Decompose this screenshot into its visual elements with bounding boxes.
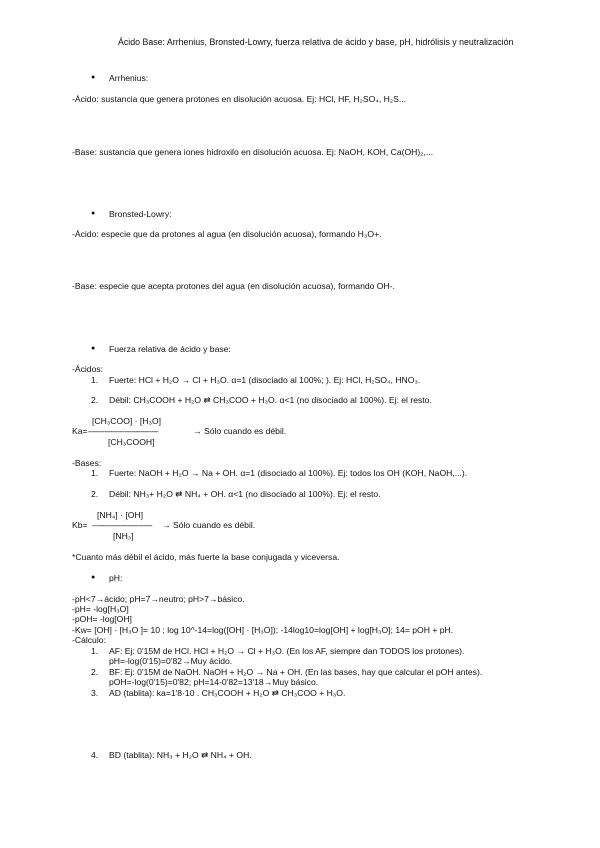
bullet-icon: ● [91,574,96,581]
kb-note: → Sólo cuando es débil. [162,520,256,530]
arrhenius-heading: Arrhenius: [109,73,149,83]
bronsted-heading: Bronsted-Lowry: [109,209,172,219]
ph-line: -pOH= -log[OH] [72,614,132,624]
list-number: 2. [91,489,99,499]
ka-fraction-bar: ------------------------------- [88,426,159,436]
list-number: 2. [91,667,99,677]
nota-conjugada: *Cuanto más débil el ácido, más fuerte la base conjugada y viceversa. [72,552,340,562]
ph-line: -pH<7→ácido; pH=7→neutro; pH>7→básico. [72,594,245,604]
bases-label: -Bases: [72,458,102,468]
bullet-icon: ● [91,210,96,217]
kb-lhs: Kb= [72,520,88,530]
arrhenius-acid-definition: -Ácido: sustancia que genera protones en disolución acuosa. Ej: HCl, HF, H₂SO₄, H₂S... [72,94,407,104]
ph-line: -Cálculo: [72,635,106,645]
kb-denominator: [NH₃] [113,531,134,541]
list-number: 3. [91,688,99,698]
list-number: 1. [91,646,99,656]
ph-line: -Kw= [OH] · [H₃O ]= 10 ; log 10^-14=log([OH] · [H₃O]); -14log10=log[OH] + log[H₃O]; 14= pOH + pH. [72,625,454,635]
calculo-ad-item: AD (tablita): ka=1'8·10 . CH₃COOH + H₂O ⇄ CH₃COO + H₃O. [109,688,346,698]
list-number: 1. [91,468,99,478]
calculo-bf-item: BF: Ej: 0'15M de NaOH. NaOH + H₂O → Na + OH. (En las bases, hay que calcular el pOH antes). [109,667,483,677]
fuerza-heading: Fuerza relativa de ácido y base: [109,344,231,354]
ka-numerator: [CH₃COO] · [H₃O] [92,416,162,426]
bronsted-base-definition: -Base: especie que acepta protones del agua (en disolución acuosa), formando OH-. [72,281,395,291]
bronsted-acid-definition: -Ácido: especie que da protones al agua (en disolución acuosa), formando H₃O+. [72,229,382,239]
list-number: 1. [91,375,99,385]
ka-lhs: Ka= [72,426,88,436]
calculo-af-item: AF: Ej: 0'15M de HCl. HCl + H₂O → Cl + H₃O. (En los AF, siempre dan TODOS los protones). [109,646,465,656]
arrhenius-base-definition: -Base: sustancia que genera iones hidroxilo en disolución acuosa. Ej: NaOH, KOH, Ca(OH)₂,... [72,147,434,157]
page-title: Ácido Base: Arrhenius, Bronsted-Lowry, fuerza relativa de ácido y base, pH, hidrólisis y neutralización [118,37,514,47]
ph-line: -pH= -log[H₃O] [72,604,129,614]
calculo-bd-item: BD (tablita): NH₃ + H₂O ⇄ NH₄ + OH. [109,750,252,760]
bullet-icon: ● [91,74,96,81]
list-number: 4. [91,750,99,760]
calculo-bf-result: pOH=-log(0'15)=0'82; pH=14-0'82=13'18→Muy básico. [109,677,319,687]
calculo-af-result: pH=-log(0'15)=0'82→Muy ácido. [109,656,233,666]
acido-debil-item: Débil: CH₃COOH + H₂O ⇄ CH₃COO + H₃O. α<1 (no disociado al 100%). Ej: el resto. [109,395,432,405]
base-debil-item: Débil: NH₃+ H₂O ⇄ NH₄ + OH. α<1 (no disociado al 100%). Ej: el resto. [109,489,381,499]
acido-fuerte-item: Fuerte: HCl + H₂O → Cl + H₃O. α=1 (disociado al 100%; ). Ej: HCl, H₂SO₄, HNO₃. [109,375,421,385]
ka-note: → Sólo cuando es débil. [193,426,287,436]
bullet-icon: ● [91,345,96,352]
list-number: 2. [91,395,99,405]
kb-numerator: [NH₄] · [OH] [97,510,143,520]
ph-heading: pH: [109,573,123,583]
acidos-label: -Ácidos: [72,364,104,374]
base-fuerte-item: Fuerte: NaOH + H₂O → Na + OH. α=1 (disociado al 100%). Ej: todos los OH (KOH, NaOH,...). [109,468,468,478]
kb-fraction-bar: —----------------------- [92,520,153,530]
ka-denominator: [CH₃COOH] [108,437,155,447]
